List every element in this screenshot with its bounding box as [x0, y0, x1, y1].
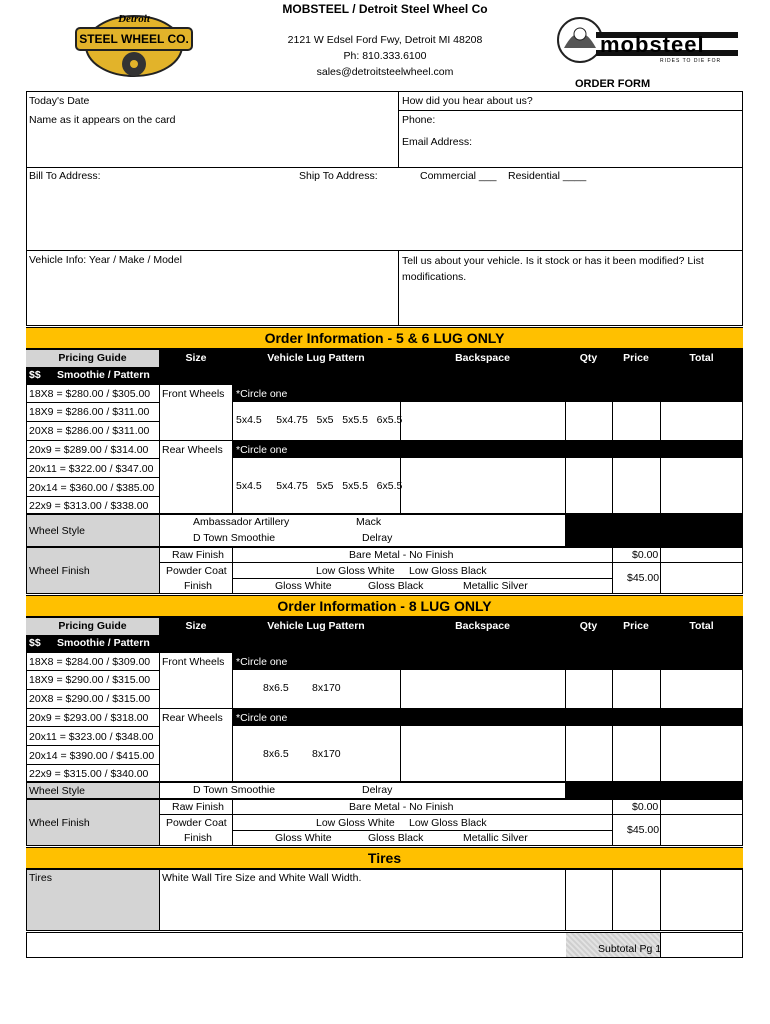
- gloss-black-8[interactable]: Gloss Black: [368, 832, 424, 844]
- logo-text-detroit: Detroit: [118, 13, 150, 25]
- residential-option[interactable]: Residential ____: [508, 170, 587, 182]
- tires-title: Tires: [367, 850, 402, 866]
- section-8-lug-title: Order Information - 8 LUG ONLY: [277, 598, 492, 614]
- company-address: 2121 W Edsel Ford Fwy, Detroit MI 48208: [287, 34, 483, 46]
- powder-coat-8: Powder Coat: [166, 817, 227, 829]
- col-total-8: Total: [689, 620, 714, 632]
- col-smoothie-pattern-8: Smoothie / Pattern: [57, 637, 150, 649]
- col-qty: Qty: [579, 352, 598, 364]
- style-mack[interactable]: Mack: [356, 516, 382, 528]
- pricing-5-20x14: 20x14 = $360.00 / $385.00: [29, 482, 155, 494]
- vehicle-info-label[interactable]: Vehicle Info: Year / Make / Model: [29, 254, 182, 266]
- style-dtown-smoothie[interactable]: D Town Smoothie: [193, 532, 276, 544]
- price-powder-5: $45.00: [627, 572, 660, 584]
- pricing-5-20x9: 20x9 = $289.00 / $314.00: [29, 444, 149, 456]
- price-powder-8: $45.00: [627, 824, 660, 836]
- wheel-style-8-label: Wheel Style: [29, 785, 86, 797]
- front-wheels-label: Front Wheels: [162, 388, 225, 400]
- col-lug-pattern-8: Vehicle Lug Pattern: [267, 620, 365, 632]
- vehicle-tell-label[interactable]: Tell us about your vehicle. Is it stock or has it been modified? List modifications.: [402, 255, 704, 283]
- finish-5: Finish: [184, 580, 213, 592]
- rear-circle-one-8: *Circle one: [236, 712, 288, 724]
- raw-finish-5: Raw Finish: [172, 549, 224, 561]
- wheel-finish-5-label: Wheel Finish: [29, 565, 90, 577]
- commercial-option[interactable]: Commercial ___: [420, 170, 497, 182]
- low-gloss-black-8[interactable]: Low Gloss Black: [409, 817, 487, 829]
- col-smoothie-pattern: Smoothie / Pattern: [57, 369, 150, 381]
- col-pricing-guide: Pricing Guide: [58, 352, 127, 364]
- powder-coat-5: Powder Coat: [166, 565, 227, 577]
- bare-metal-8[interactable]: Bare Metal - No Finish: [349, 801, 454, 813]
- col-price-8: Price: [623, 620, 649, 632]
- low-gloss-black-5[interactable]: Low Gloss Black: [409, 565, 487, 577]
- style-ambassador-artillery[interactable]: Ambassador Artillery: [193, 516, 290, 528]
- low-gloss-white-5[interactable]: Low Gloss White: [316, 565, 395, 577]
- metallic-silver-8[interactable]: Metallic Silver: [463, 832, 528, 844]
- low-gloss-white-8[interactable]: Low Gloss White: [316, 817, 395, 829]
- rear-wheels-label: Rear Wheels: [162, 444, 223, 456]
- pricing-5-22x9: 22x9 = $313.00 / $338.00: [29, 500, 149, 512]
- pricing-8-22x9: 22x9 = $315.00 / $340.00: [29, 768, 149, 780]
- pricing-5-18x9: 18X9 = $286.00 / $311.00: [29, 406, 150, 418]
- phone-label[interactable]: Phone:: [402, 114, 436, 126]
- col-backspace-8: Backspace: [455, 620, 510, 632]
- how-heard-label[interactable]: How did you hear about us?: [402, 95, 533, 107]
- pricing-5-18x8: 18X8 = $280.00 / $305.00: [29, 388, 151, 400]
- gloss-black-5[interactable]: Gloss Black: [368, 580, 424, 592]
- bill-to-label[interactable]: Bill To Address:: [29, 170, 101, 182]
- style-8-delray[interactable]: Delray: [362, 784, 393, 796]
- price-raw-5: $0.00: [632, 549, 659, 561]
- wheel-style-5-label: Wheel Style: [29, 525, 86, 537]
- subtotal-field[interactable]: [661, 933, 742, 957]
- pricing-5-20x8: 20X8 = $286.00 / $311.00: [29, 425, 150, 437]
- logo-tagline: RIDES TO DIE FOR: [660, 58, 722, 64]
- company-phone: Ph: 810.333.6100: [343, 50, 427, 62]
- logo-text-steel-wheel: STEEL WHEEL CO.: [79, 32, 189, 46]
- rear-circle-one: *Circle one: [236, 444, 288, 456]
- email-label[interactable]: Email Address:: [402, 136, 473, 148]
- wheel-finish-8-label: Wheel Finish: [29, 817, 90, 829]
- pricing-8-20x14: 20x14 = $390.00 / $415.00: [29, 750, 155, 762]
- finish-8: Finish: [184, 832, 213, 844]
- col-total: Total: [689, 352, 714, 364]
- front-wheels-label-8: Front Wheels: [162, 656, 225, 668]
- front-circle-one: *Circle one: [236, 388, 288, 400]
- pricing-8-20x8: 20X8 = $290.00 / $315.00: [29, 693, 151, 705]
- front-circle-one-8: *Circle one: [236, 656, 288, 668]
- rear-lug-options[interactable]: 5x4.5 5x4.75 5x5 5x5.5 6x5.5: [236, 480, 403, 492]
- style-8-dtown-smoothie[interactable]: D Town Smoothie: [193, 784, 276, 796]
- subtotal-label: Subtotal Pg 1: [598, 943, 662, 955]
- pricing-8-20x11: 20x11 = $323.00 / $348.00: [29, 731, 154, 743]
- mobsteel-logo: [556, 14, 741, 69]
- front-lug-options[interactable]: 5x4.5 5x4.75 5x5 5x5.5 6x5.5: [236, 414, 403, 426]
- gloss-white-8[interactable]: Gloss White: [275, 832, 332, 844]
- style-delray[interactable]: Delray: [362, 532, 393, 544]
- pricing-8-18x9: 18X9 = $290.00 / $315.00: [29, 674, 151, 686]
- pricing-5-20x11: 20x11 = $322.00 / $347.00: [29, 463, 154, 475]
- pricing-8-20x9: 20x9 = $293.00 / $318.00: [29, 712, 149, 724]
- price-raw-8: $0.00: [632, 801, 659, 813]
- todays-date-label[interactable]: Today's Date: [29, 95, 90, 107]
- col-dollar: $$: [29, 369, 41, 381]
- section-5-6-lug-title: Order Information - 5 & 6 LUG ONLY: [264, 330, 505, 346]
- logo-text-mobsteel: mobsteel: [600, 32, 705, 57]
- company-name: MOBSTEEL / Detroit Steel Wheel Co: [282, 2, 488, 16]
- col-qty-8: Qty: [579, 620, 598, 632]
- col-size-8: Size: [185, 620, 207, 632]
- col-lug-pattern: Vehicle Lug Pattern: [267, 352, 365, 364]
- company-email[interactable]: sales@detroitsteelwheel.com: [316, 66, 454, 78]
- rear-lug-options-8[interactable]: 8x6.5 8x170: [263, 748, 341, 760]
- col-pricing-guide-8: Pricing Guide: [58, 620, 127, 632]
- ship-to-label[interactable]: Ship To Address:: [299, 170, 378, 182]
- gloss-white-5[interactable]: Gloss White: [275, 580, 332, 592]
- col-price: Price: [623, 352, 649, 364]
- bare-metal-5[interactable]: Bare Metal - No Finish: [349, 549, 454, 561]
- pricing-8-18x8: 18X8 = $284.00 / $309.00: [29, 656, 151, 668]
- col-dollar-8: $$: [29, 637, 41, 649]
- raw-finish-8: Raw Finish: [172, 801, 224, 813]
- tires-label: Tires: [29, 872, 52, 884]
- col-size: Size: [185, 352, 207, 364]
- form-title: ORDER FORM: [575, 78, 651, 90]
- rear-wheels-label-8: Rear Wheels: [162, 712, 223, 724]
- tires-description[interactable]: White Wall Tire Size and White Wall Width.: [162, 872, 362, 884]
- col-backspace: Backspace: [455, 352, 510, 364]
- name-on-card-label[interactable]: Name as it appears on the card: [29, 114, 176, 126]
- front-lug-options-8[interactable]: 8x6.5 8x170: [263, 682, 341, 694]
- metallic-silver-5[interactable]: Metallic Silver: [463, 580, 528, 592]
- detroit-steel-wheel-logo: [74, 8, 194, 84]
